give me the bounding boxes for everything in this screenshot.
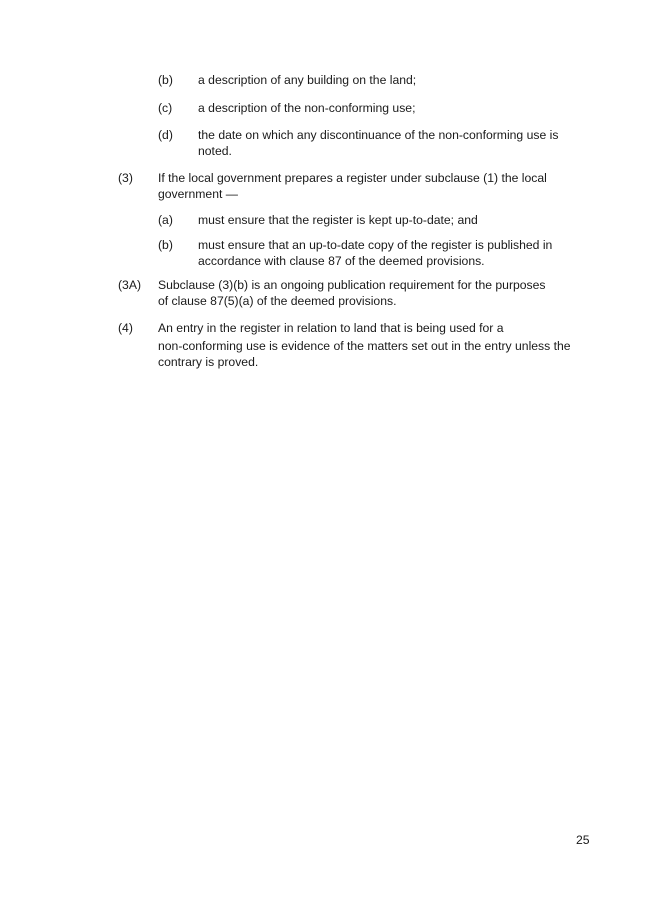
subclause-label: (3A) bbox=[118, 278, 142, 292]
subclause-text: If the local government prepares a register under subclause (1) the local government — bbox=[158, 171, 547, 201]
paragraph-text: a description of any building on the land; bbox=[198, 73, 417, 87]
paragraph-label: (a) bbox=[158, 213, 173, 227]
paragraph-label: (b) bbox=[158, 73, 173, 87]
subclause-label: (4) bbox=[118, 321, 133, 335]
paragraph-label: (b) bbox=[158, 238, 173, 252]
paragraph-text: the date on which any discontinuance of the non-conforming use is noted. bbox=[198, 128, 559, 158]
subclause-text: Subclause (3)(b) is an ongoing publication requirement for the purposes of clause 87(5)(a) of the deemed provisions. bbox=[158, 278, 546, 308]
paragraph-text: must ensure that the register is kept up-to-date; and bbox=[198, 213, 478, 227]
paragraph-label: (d) bbox=[158, 128, 173, 142]
paragraph-text: must ensure that an up-to-date copy of the register is published in accordance with clause 87 of the deemed provisions. bbox=[198, 238, 553, 268]
page-number: 25 bbox=[576, 833, 590, 847]
paragraph-text: a description of the non-conforming use; bbox=[198, 101, 416, 115]
subclause-label: (3) bbox=[118, 171, 133, 185]
paragraph-label: (c) bbox=[158, 101, 173, 115]
subclause-text: An entry in the register in relation to land that is being used for a non-conforming use is evidence of the matters set out in the entry unless the contrary is proved. bbox=[158, 321, 571, 369]
